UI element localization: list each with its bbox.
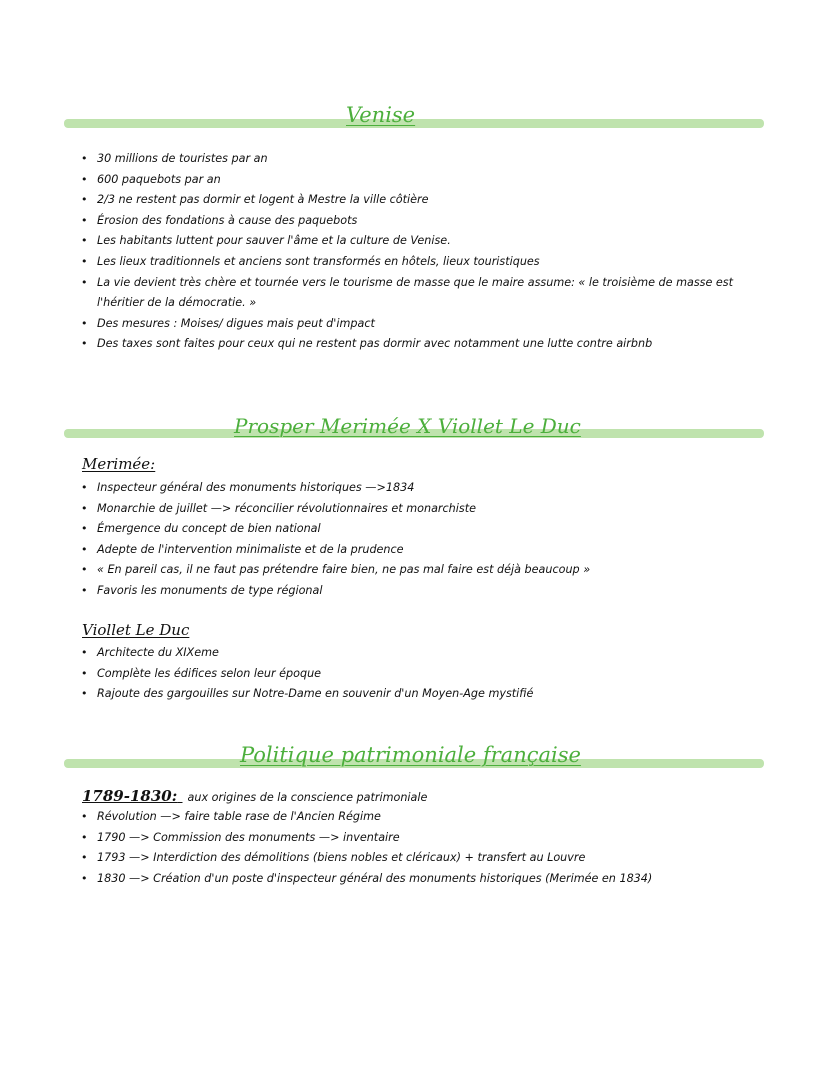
list-item: • La vie devient très chère et tournée vers le tourisme de masse que le maire assume: « le troisième de masse est l'héritier de la démocratie. »	[80, 273, 740, 314]
list-item: • Monarchie de juillet —> réconcilier révolutionnaires et monarchiste	[80, 499, 740, 520]
list-item: • Adepte de l'intervention minimaliste et de la prudence	[80, 540, 740, 561]
list-item: • 600 paquebots par an	[80, 170, 740, 191]
subheading-merimee	[82, 455, 155, 473]
list-item: • Favoris les monuments de type régional	[80, 581, 740, 602]
list-item: • 1790 —> Commission des monuments —> inventaire	[80, 828, 740, 849]
list-item: • Les lieux traditionnels et anciens sont transformés en hôtels, lieux touristiques	[80, 252, 740, 273]
section-header-venise	[64, 88, 764, 128]
list-item: • Érosion des fondations à cause des paquebots	[80, 211, 740, 232]
merimee-list	[80, 478, 740, 602]
list-item: • 1830 —> Création d'un poste d'inspecteur général des monuments historiques (Merimée en 1834)	[80, 869, 740, 890]
list-item: • 1793 —> Interdiction des démolitions (biens nobles et cléricaux) + transfert au Louvre	[80, 848, 740, 869]
list-item: • 30 millions de touristes par an	[80, 149, 740, 170]
list-item: • Les habitants luttent pour sauver l'âme et la culture de Venise.	[80, 231, 740, 252]
intro-date	[82, 787, 183, 805]
subheading-label: Merimée:	[82, 455, 156, 473]
intro-text: aux origines de la conscience patrimoniale	[187, 791, 428, 804]
subheading-viollet	[82, 621, 189, 639]
intro-date-label: 1789-1830:	[82, 787, 178, 805]
list-item: • Inspecteur général des monuments historiques —>1834	[80, 478, 740, 499]
venise-list	[80, 149, 740, 355]
list-item: • Rajoute des gargouilles sur Notre-Dame en souvenir d'un Moyen-Age mystifié	[80, 684, 740, 705]
politique-list	[80, 807, 740, 889]
list-item: • Complète les édifices selon leur époque	[80, 664, 740, 685]
section-title-politique: Politique patrimoniale française	[240, 743, 581, 767]
subheading-label: Viollet Le Duc	[82, 621, 190, 639]
section-title-venise: Venise	[346, 103, 416, 127]
section-header-politique	[64, 728, 764, 768]
section-header-prosper	[64, 398, 764, 438]
list-item: • Des mesures : Moises/ digues mais peut d'impact	[80, 314, 740, 335]
viollet-list	[80, 643, 740, 705]
list-item: • « En pareil cas, il ne faut pas prétendre faire bien, ne pas mal faire est déjà beaucoup »	[80, 560, 740, 581]
list-item: • Architecte du XIXeme	[80, 643, 740, 664]
list-item: • Des taxes sont faites pour ceux qui ne restent pas dormir avec notamment une lutte contre airbnb	[80, 334, 740, 355]
list-item: • 2/3 ne restent pas dormir et logent à Mestre la ville côtière	[80, 190, 740, 211]
politique-intro	[82, 786, 427, 805]
list-item: • Révolution —> faire table rase de l'Ancien Régime	[80, 807, 740, 828]
section-title-prosper: Prosper Merimée X Viollet Le Duc	[234, 414, 581, 438]
list-item: • Émergence du concept de bien national	[80, 519, 740, 540]
